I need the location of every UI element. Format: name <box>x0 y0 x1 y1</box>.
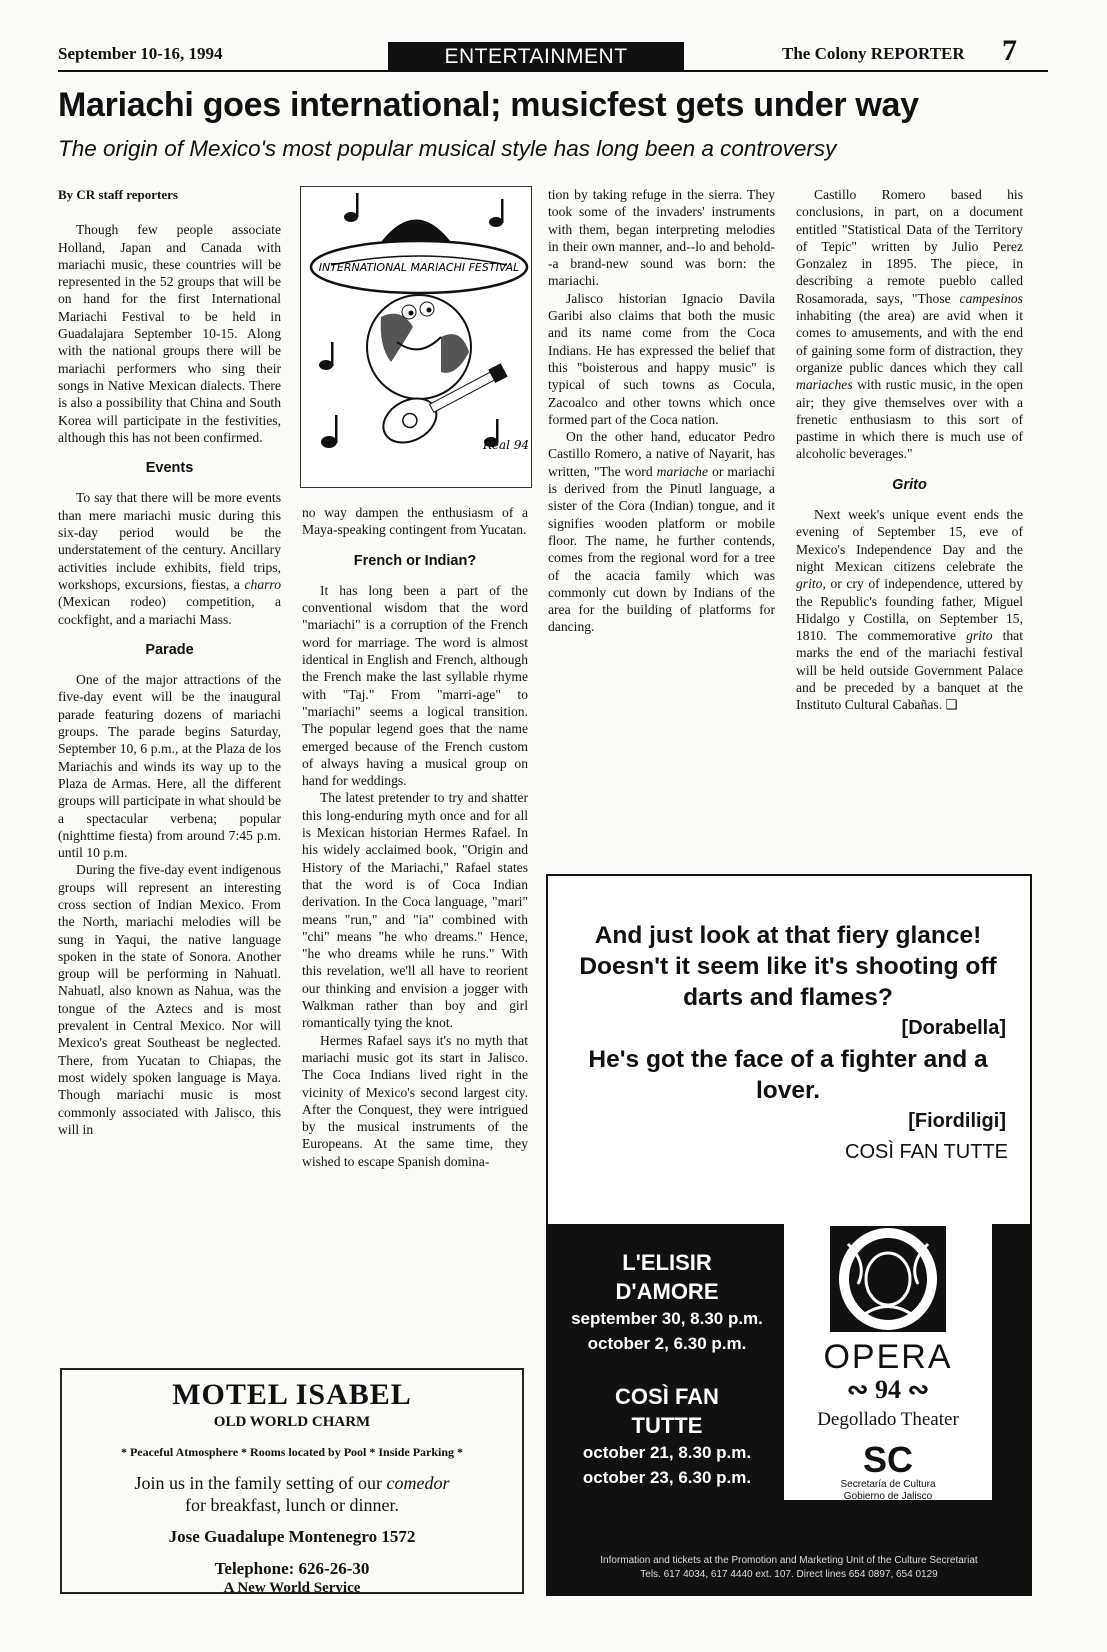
issue-date: September 10-16, 1994 <box>58 44 223 63</box>
ornamental-o-icon <box>828 1224 948 1334</box>
section-heading-grito: Grito <box>892 476 927 493</box>
paragraph: Though few people associate Holland, Japan and Canada with mariachi music, these countries will be represented in the 52 groups that will be on hand for the first International Mariachi Festival to be held in Guadalajara September 10-15. Along with the national groups there will be mariachi performers who sing their songs in Native Mexican dialects. There is also a possibility that China and South Korea will participate in the festivities, although this has not been confirmed. <box>58 222 281 445</box>
byline: By CR staff reporters <box>58 187 178 202</box>
program-date: october 23, 6.30 p.m. <box>582 1468 752 1487</box>
paragraph: One of the major attractions of the five-day event will be the inaugural parade featuring dozens of mariachi groups. The parade begins Saturday, September 10, 6 p.m., at the Plaza de los Mariachis and winds its way up to the Plaza de Armas. Here, all the different groups will participate in what should be a spectacular verbena; popular (nighttime fiesta) from around 7:45 p.m. until 10 p.m. <box>58 672 281 861</box>
motel-address: Jose Guadalupe Montenegro 1572 <box>168 1527 416 1546</box>
cartoon-banner: INTERNATIONAL MARIACHI FESTIVAL <box>318 261 520 274</box>
motel-phone: Telephone: 626-26-30 <box>214 1559 370 1578</box>
paragraph: Hermes Rafael says it's no myth that mariachi music got its start in Jalisco. The Coca Indians lived right in the vicinity of Mexico's second largest city. After the Conquest, they were intrigued by the musical instruments of the Europeans. At the same time, they wished to escape Spanish domina- <box>302 1032 528 1169</box>
paragraph: Next week's unique event ends the evening of September 15, eve of Mexico's Independence Day and the night Mexican citizens celebrate the grito, or cry of independence, uttered by the Republic's founding father, Miguel Hidalgo y Costilla, on September 15, 1810. The commemorative grito that marks the end of the mariachi festival will be held outside Government Palace and be preceded by a banquet at the Instituto Cultural Cabañas. ❏ <box>796 507 1023 713</box>
paragraph: no way dampen the enthusiasm of a Maya-speaking contingent from Yucatan. <box>302 505 528 538</box>
opera-schedule-panel <box>548 1224 1030 1594</box>
motel-invite: Join us in the family setting of our comedor for breakfast, lunch or dinner. <box>134 1473 450 1515</box>
mariachi-globe-illustration <box>301 187 531 487</box>
artist-signature: Real 94 <box>482 438 530 452</box>
section-heading-events: Events <box>145 460 194 477</box>
program-title: COSÌ FAN <box>615 1384 719 1409</box>
paragraph: It has long been a part of the conventional wisdom that the word "mariachi" is a corruption of the French word for marriage. The word is almost identical in English and French, although the French make the last syllable rhyme with "Taj." From "marri-age" to "mariachi" seems a logical transition. The popular legend goes that the name emerged because of the French custom of always having a musical group on hand for weddings. <box>302 582 528 789</box>
program-list <box>548 1224 786 1490</box>
paragraph: The latest pretender to try and shatter this long-enduring myth once and for all is Mexican historian Hermes Rafael. In his widely acclaimed book, "Origin and History of the Mariachi," Rafael states that the word is of Coca Indian derivation. In the Coca language, "mari" means "run," and "ia" combined with "chi" means "he who dreams." Hence, "he who dreams while he runs." With this revelation, we'll all have to reorient our thinking and envision a jogger with Walkman rather than boy and girl romantically tying the knot. <box>302 790 528 1031</box>
paragraph: On the other hand, educator Pedro Castillo Romero, a native of Nayarit, has written, "The word mariache or mariachi is derived from the Pinutl language, a sister of the Cora (Indian) tongue, and it signifies wooden platform or mobile floor. The name, he further contends, comes from the regional word for a tree of the acacia family which was commonly cut down by Indians of the area for the building of platforms for dancing. <box>548 429 775 635</box>
motel-service: A New World Service <box>223 1580 361 1596</box>
article-column-4 <box>796 186 1023 714</box>
opera-quote: And just look at that fiery glance! Doesn't it seem like it's shooting off darts and flames? [Dorabella] He's got the face of a fighter and a lover. [Fiordiligi] COSÌ FAN TUTTE <box>579 922 1008 1163</box>
ticket-info: Information and tickets at the Promotion and Marketing Unit of the Culture Secretariat Tels. 617 4034, 617 4440 ext. 107. Direct lines 654 0897, 654 0129 <box>600 1555 978 1580</box>
program-date: october 2, 6.30 p.m. <box>587 1334 747 1353</box>
motel-features: * Peaceful Atmosphere * Rooms located by Pool * Inside Parking * <box>120 1445 464 1459</box>
motel-name: MOTEL ISABEL <box>172 1378 412 1411</box>
paragraph: Castillo Romero based his conclusions, in part, on a document entitled "Statistical Data of the Territory of Tepic" written by Julio Perez Gonzalez in 1895. The piece, in describing a remote pueblo called Rosamorada, says, "Those campesinos inhabiting (the area) are avid when it comes to amusements, and with the end of gaining some form of distraction, they organize public dances which they call mariaches with rustic music, in the open air; they give themselves over with a frenetic enthusiasm to this sort of pastime in which there is much use of alcoholic beverages." <box>796 187 1023 462</box>
venue: Degollado Theater <box>817 1409 959 1430</box>
article-column-1 <box>58 186 281 1138</box>
motel-tagline: OLD WORLD CHARM <box>213 1414 371 1430</box>
paragraph: During the five-day event indigenous groups will represent an interesting cross section of Indian Mexico. From the North, mariachi melodies will be sung in Yaqui, the native language spoken in the state of Sonora. Another group will be performing in Nahuatl. Nahuatl, also known as Nahua, was the tongue of the Aztecs and is most prevalent in Central Mexico. Nor will Mexico's great Southeast be neglected. There, from Yucatan to Chiapas, the most widely spoken language is Maya. Though mariachi music is most commonly associated with Jalisco, this will in <box>58 862 281 1137</box>
program-date: september 30, 8.30 p.m. <box>571 1309 763 1328</box>
motel-isabel-ad <box>60 1368 524 1594</box>
festival-cartoon <box>300 186 532 488</box>
paragraph: tion by taking refuge in the sierra. They took some of the invaders' instruments with them, began interpreting melodies in their own manner, and--lo and behold--a brand-new sound was born: the mariachi. <box>548 187 775 289</box>
article-column-2 <box>302 504 528 1170</box>
sponsor-line: Secretaría de Cultura <box>840 1479 936 1490</box>
newspaper-name: The Colony REPORTER <box>782 44 965 63</box>
end-mark-icon: ❏ <box>945 697 958 713</box>
page-number: 7 <box>1002 34 1017 67</box>
program-title: L'ELISIR <box>622 1250 712 1275</box>
section-heading-french-or-indian: French or Indian? <box>353 552 477 569</box>
program-date: october 21, 8.30 p.m. <box>582 1443 752 1462</box>
article-column-3 <box>548 186 775 636</box>
opera-94-ad <box>546 874 1032 1596</box>
opera-word: OPERA <box>823 1338 953 1376</box>
paragraph: To say that there will be more events than mere mariachi music during this six-day period would be the understatement of the century. Ancillary activities include exhibits, field trips, workshops, excursions, fiestas, a charro (Mexican rodeo) competition, a cockfight, and a mariachi Mass. <box>58 490 281 627</box>
paragraph: Jalisco historian Ignacio Davila Garibi also claims that both the music and its name come from the Coca Indians. He has expressed the belief that this "boisterous and happy music" is typical of such towns as Cocula, Zacoalco and other towns which once formed part of the Coca nation. <box>548 290 775 427</box>
program-title: D'AMORE <box>615 1279 719 1304</box>
opera-logo-box <box>784 1216 992 1500</box>
masthead-rule <box>58 70 1048 72</box>
section-heading-parade: Parade <box>145 641 194 658</box>
subheadline: The origin of Mexico's most popular musical style has long been a controversy <box>58 136 837 161</box>
section-banner: ENTERTAINMENT <box>388 42 684 72</box>
opera-year: ∾ 94 ∾ <box>846 1375 930 1404</box>
sc-logo: SC <box>862 1439 913 1480</box>
sponsor-line: Gobierno de Jalisco <box>843 1491 933 1502</box>
headline: Mariachi goes international; musicfest gets under way <box>58 86 919 124</box>
program-title: TUTTE <box>631 1413 703 1438</box>
